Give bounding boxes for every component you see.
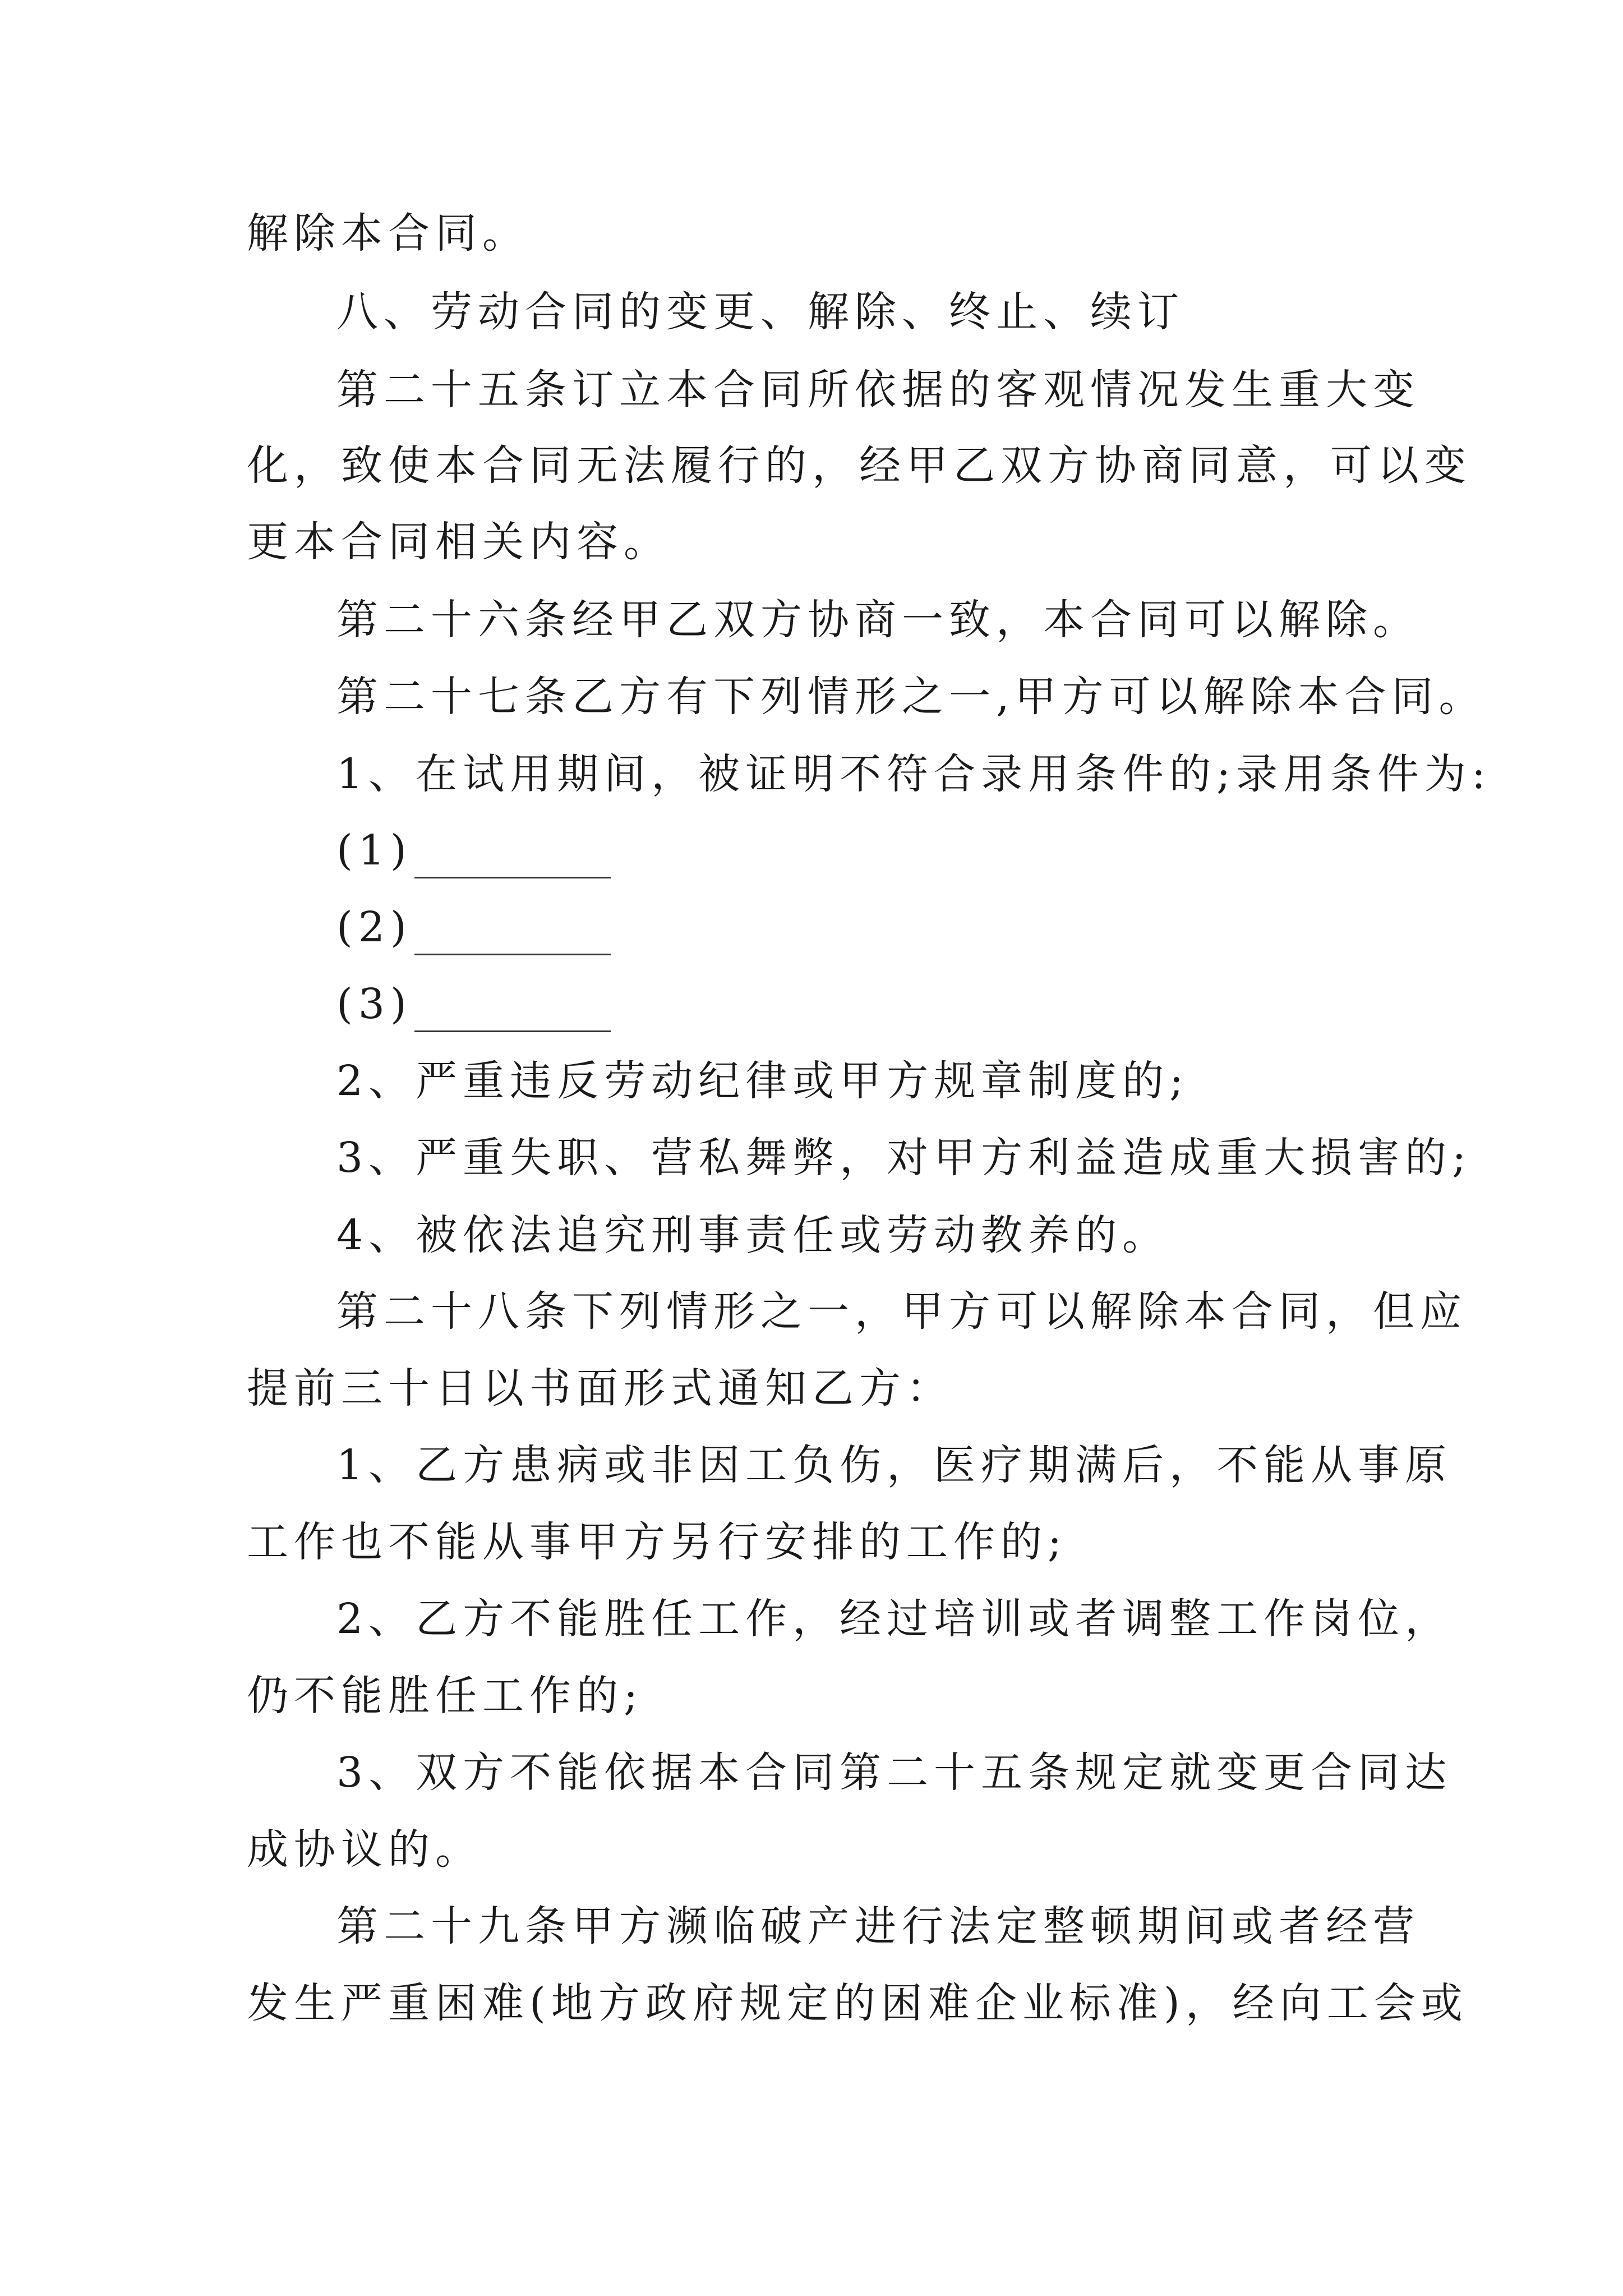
blank-item xyxy=(336,976,611,1032)
fill-in-blank xyxy=(414,913,611,955)
section-heading: 八、劳动合同的变更、解除、终止、续订 xyxy=(336,288,1184,336)
blank-item xyxy=(336,822,611,878)
text-line: 3、双方不能依据本合同第二十五条规定就变更合同达 xyxy=(336,1749,1453,1797)
text-line: 1、乙方患病或非因工负伤，医疗期满后，不能从事原 xyxy=(336,1441,1453,1489)
blank-item-label: (2) xyxy=(336,903,412,951)
text-line: 更本合同相关内容。 xyxy=(247,518,671,566)
text-line: 解除本合同。 xyxy=(247,209,529,257)
text-line: 3、严重失职、营私舞弊，对甲方利益造成重大损害的; xyxy=(336,1134,1472,1182)
text-line: 成协议的。 xyxy=(247,1825,482,1874)
text-line: 化，致使本合同无法履行的，经甲乙双方协商同意，可以变 xyxy=(247,441,1472,490)
text-line: 第二十六条经甲乙双方协商一致，本合同可以解除。 xyxy=(336,596,1420,644)
text-line: 仍不能胜任工作的; xyxy=(247,1672,643,1720)
text-line: 4、被依法追究刑事责任或劳动教养的。 xyxy=(336,1211,1170,1259)
text-line: 第二十七条乙方有下列情形之一,甲方可以解除本合同。 xyxy=(336,673,1486,721)
text-line: 提前三十日以书面形式通知乙方： xyxy=(247,1364,953,1412)
blank-item-label: (3) xyxy=(336,980,412,1028)
fill-in-blank xyxy=(414,990,611,1032)
blank-item-label: (1) xyxy=(336,826,412,875)
text-line: 2、严重违反劳动纪律或甲方规章制度的; xyxy=(336,1057,1189,1105)
text-line: 第二十九条甲方濒临破产进行法定整顿期间或者经营 xyxy=(336,1902,1420,1950)
text-line: 第二十五条订立本合同所依据的客观情况发生重大变 xyxy=(336,366,1420,414)
text-line: 第二十八条下列情形之一，甲方可以解除本合同，但应 xyxy=(336,1287,1467,1336)
text-line: 工作也不能从事甲方另行安排的工作的; xyxy=(247,1518,1067,1566)
text-line: 1、在试用期间，被证明不符合录用条件的;录用条件为: xyxy=(336,750,1491,798)
blank-item xyxy=(336,899,611,955)
fill-in-blank xyxy=(414,836,611,878)
text-line: 发生严重困难(地方政府规定的困难企业标准)，经向工会或 xyxy=(247,1979,1468,2027)
text-line: 2、乙方不能胜任工作，经过培训或者调整工作岗位， xyxy=(336,1595,1453,1643)
